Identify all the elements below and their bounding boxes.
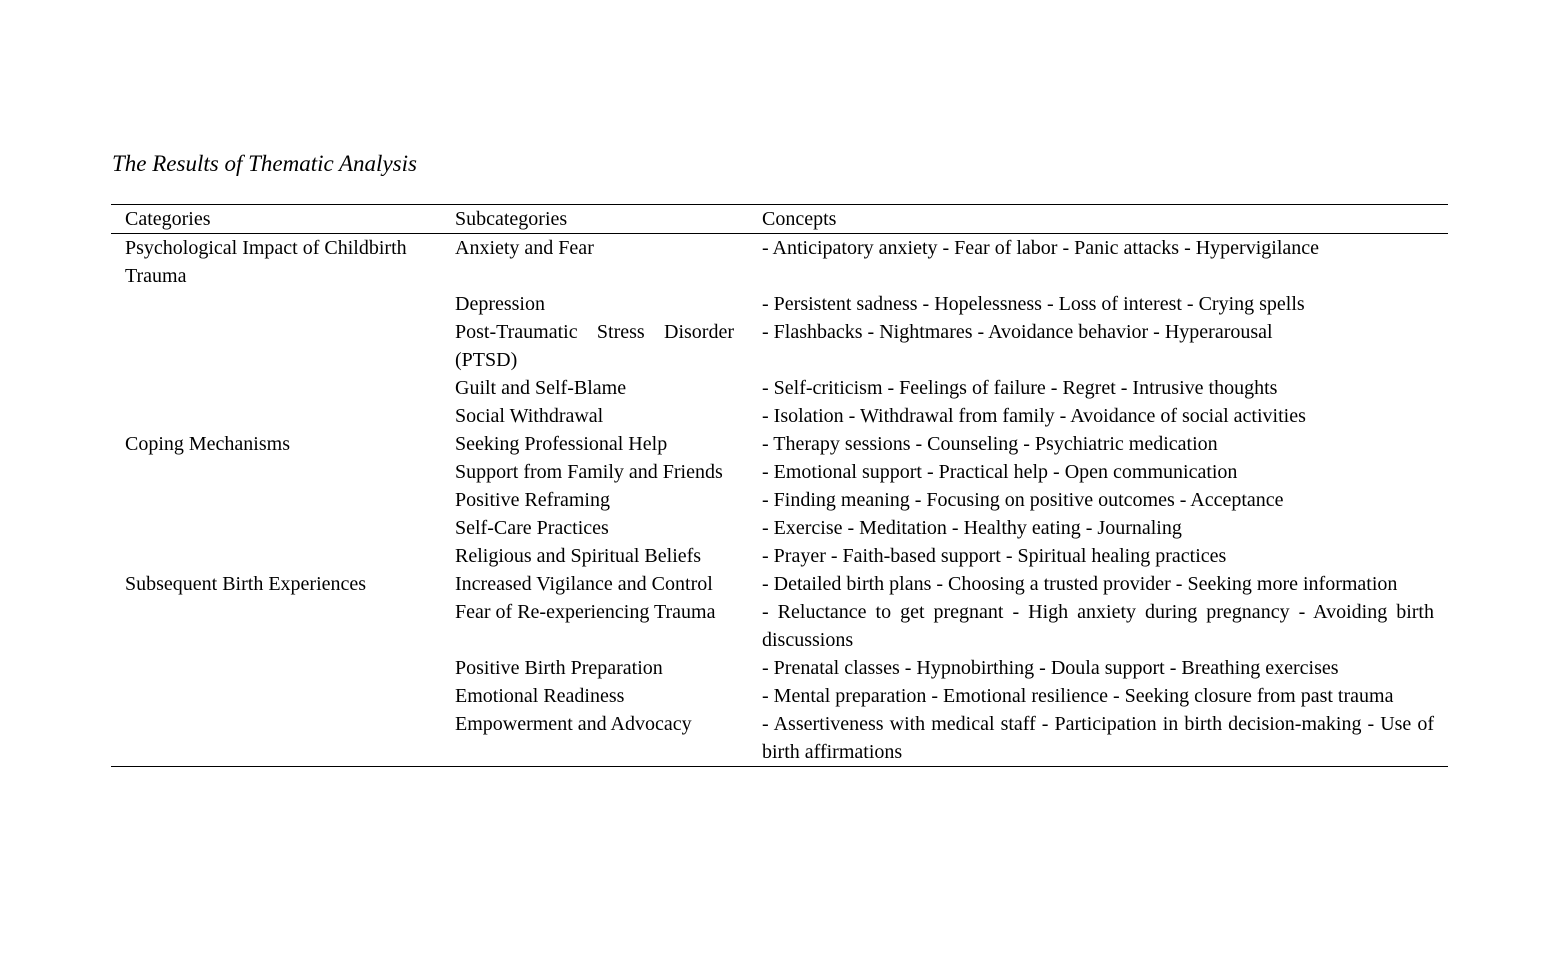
subcategory-cell: Emotional Readiness [455, 685, 625, 707]
concepts-cell: - Mental preparation - Emotional resilience - Seeking closure from past trauma [762, 685, 1394, 707]
concepts-cell: - Anticipatory anxiety - Fear of labor - Panic attacks - Hypervigilance [762, 237, 1320, 259]
subcategory-cell: Positive Reframing [455, 489, 610, 511]
concepts-cell: - Assertiveness with medical staff - Participation in birth decision-making - Use of birth affirmations [748, 710, 1448, 767]
table-row [111, 570, 1448, 598]
table-row [111, 514, 1448, 542]
subcategory-cell: Positive Birth Preparation [455, 657, 663, 679]
category-cell [111, 682, 441, 710]
header-categories: Categories [111, 205, 441, 234]
category-cell [111, 318, 441, 374]
concepts-cell: - Self-criticism - Feelings of failure - Regret - Intrusive thoughts [762, 377, 1278, 399]
table-row [111, 374, 1448, 402]
category-cell [111, 486, 441, 514]
category-cell [111, 458, 441, 486]
concepts-cell: - Prayer - Faith-based support - Spiritual healing practices [762, 545, 1227, 567]
category-cell [111, 514, 441, 542]
subcategory-cell: Self-Care Practices [455, 517, 609, 539]
subcategory-cell: Anxiety and Fear [455, 237, 594, 259]
concepts-cell: - Finding meaning - Focusing on positive outcomes - Acceptance [762, 489, 1284, 511]
subcategory-cell: Depression [455, 293, 545, 315]
thematic-analysis-table [111, 204, 1448, 767]
subcategory-cell: Social Withdrawal [455, 405, 604, 427]
category-cell [111, 542, 441, 570]
concepts-cell: - Prenatal classes - Hypnobirthing - Doula support - Breathing exercises [762, 657, 1339, 679]
header-concepts: Concepts [748, 205, 1448, 234]
table-row [111, 290, 1448, 318]
subcategory-cell: Post-Traumatic Stress Disorder (PTSD) [455, 321, 734, 371]
table-row [111, 598, 1448, 654]
table-row [111, 318, 1448, 374]
category-cell [111, 290, 441, 318]
concepts-cell: - Exercise - Meditation - Healthy eating - Journaling [762, 517, 1182, 539]
table-row [111, 542, 1448, 570]
concepts-cell: - Flashbacks - Nightmares - Avoidance behavior - Hyperarousal [762, 321, 1273, 343]
concepts-cell: - Isolation - Withdrawal from family - Avoidance of social activities [762, 405, 1306, 427]
table-row [111, 654, 1448, 682]
category-cell [111, 374, 441, 402]
table-row [111, 234, 1448, 291]
table-row [111, 710, 1448, 767]
concepts-cell: - Persistent sadness - Hopelessness - Loss of interest - Crying spells [762, 293, 1305, 315]
subcategory-cell: Seeking Professional Help [455, 433, 668, 455]
category-cell: Psychological Impact of Childbirth Trauma [125, 237, 407, 287]
table-row [111, 430, 1448, 458]
category-cell [111, 710, 441, 767]
subcategory-cell: Increased Vigilance and Control [455, 573, 713, 595]
subcategory-cell: Religious and Spiritual Beliefs [455, 545, 702, 567]
concepts-cell: - Emotional support - Practical help - Open communication [762, 461, 1238, 483]
concepts-cell: - Therapy sessions - Counseling - Psychiatric medication [762, 433, 1218, 455]
table-header-row [111, 205, 1448, 234]
category-cell: Coping Mechanisms [125, 433, 290, 455]
concepts-cell: - Detailed birth plans - Choosing a trusted provider - Seeking more information [762, 573, 1398, 595]
subcategory-cell: Support from Family and Friends [455, 461, 723, 483]
table-row [111, 682, 1448, 710]
category-cell: Subsequent Birth Experiences [125, 573, 367, 595]
subcategory-cell: Fear of Re-experiencing Trauma [455, 601, 716, 623]
table-row [111, 402, 1448, 430]
category-cell [111, 654, 441, 682]
subcategory-cell: Empowerment and Advocacy [441, 710, 748, 767]
header-subcategories: Subcategories [441, 205, 748, 234]
category-cell [111, 598, 441, 654]
subcategory-cell: Guilt and Self-Blame [455, 377, 627, 399]
table-caption: The Results of Thematic Analysis [112, 151, 417, 176]
table-row [111, 486, 1448, 514]
table-row [111, 458, 1448, 486]
category-cell [111, 402, 441, 430]
concepts-cell: - Reluctance to get pregnant - High anxiety during pregnancy - Avoiding birth discussions [762, 601, 1434, 651]
